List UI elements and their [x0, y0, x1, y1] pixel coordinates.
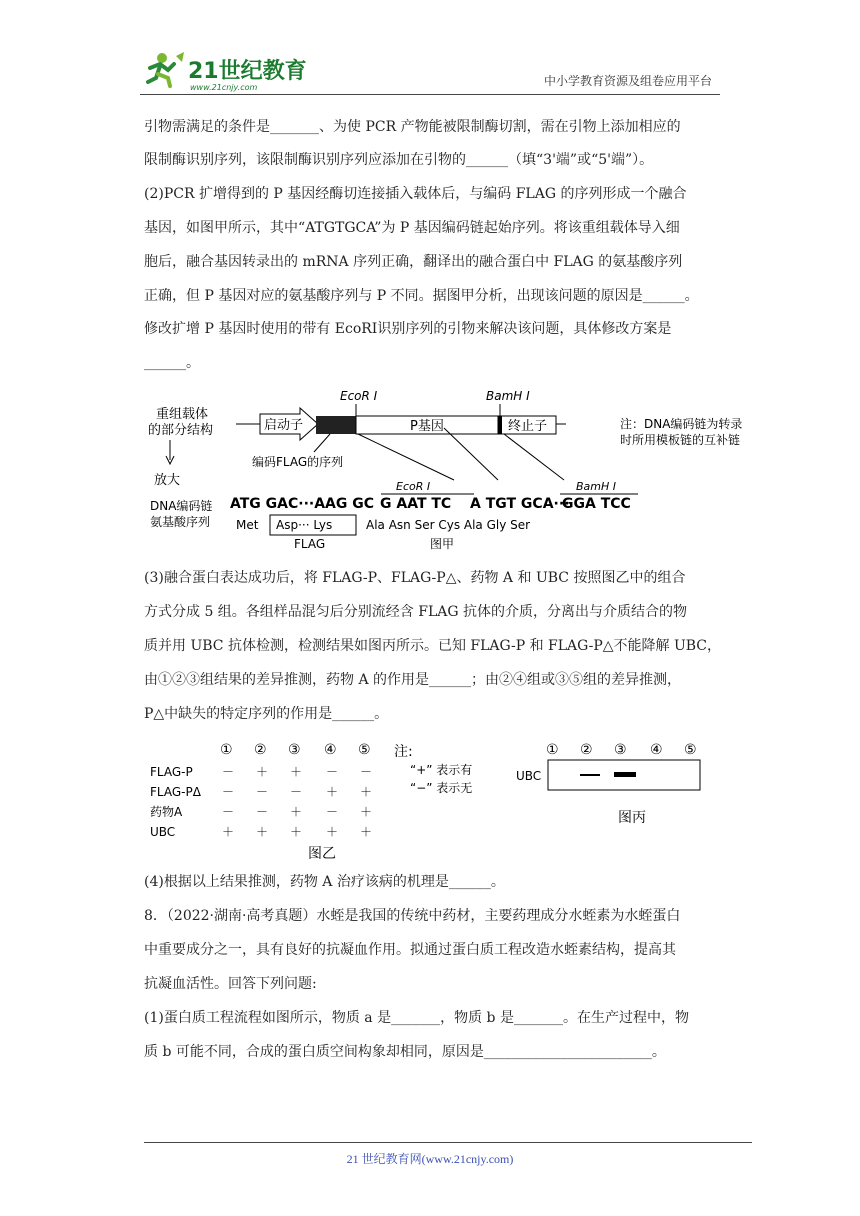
- figure-jia: [144, 384, 784, 554]
- text-line: 中重要成分之一，具有良好的抗凝血作用。拟通过蛋白质工程改造水蛭素结构，提高其: [144, 942, 676, 958]
- row-label: FLAG-P: [150, 765, 193, 779]
- ecori-seq: G AAT TC: [380, 496, 452, 512]
- svg-text:＋: ＋: [289, 765, 303, 779]
- svg-text:＋: ＋: [325, 785, 339, 799]
- vector-label: 的部分结构: [148, 423, 214, 438]
- group-number: ⑤: [684, 742, 697, 758]
- text-line: P△中缺失的特定序列的作用是______。: [144, 706, 389, 722]
- terminator-label: 终止子: [508, 419, 548, 434]
- svg-text:＋: ＋: [289, 825, 303, 839]
- svg-text:－: －: [325, 765, 339, 779]
- logo-text: 21世纪教育: [188, 59, 307, 84]
- svg-text:－: －: [255, 785, 269, 799]
- svg-text:＋: ＋: [221, 825, 235, 839]
- blot-band: [614, 772, 636, 777]
- site-name: 中小学教育资源及组卷应用平台: [543, 74, 712, 88]
- bamhi-seq: GGA TCC: [562, 496, 631, 512]
- flag-block: [316, 416, 356, 434]
- text-line: (3)融合蛋白表达成功后，将 FLAG-P、FLAG-P△、药物 A 和 UBC 按照图乙中的组合: [144, 570, 686, 586]
- svg-text:＋: ＋: [359, 825, 373, 839]
- svg-text:－: －: [359, 765, 373, 779]
- note-minus: “−” 表示无: [410, 781, 473, 795]
- text-line: 胞后，融合基因转录出的 mRNA 序列正确，翻译出的融合蛋白中 FLAG 的氨基酸序列: [144, 254, 683, 270]
- group-number: ④: [650, 742, 663, 758]
- aa-seq-label: 氨基酸序列: [150, 515, 211, 529]
- group-number: ⑤: [358, 742, 371, 758]
- svg-text:－: －: [221, 785, 235, 799]
- figure-caption: 图甲: [430, 537, 455, 551]
- aa-flag: Asp··· Lys: [276, 518, 333, 532]
- blot-row-label: UBC: [516, 769, 542, 783]
- text-line: (2)PCR 扩增得到的 P 基因经酶切连接插入载体后，与编码 FLAG 的序列形成一个融合: [144, 186, 687, 202]
- note-plus: “+” 表示有: [410, 763, 473, 777]
- svg-text:＋: ＋: [255, 825, 269, 839]
- group-number: ①: [546, 742, 559, 758]
- svg-text:＋: ＋: [255, 765, 269, 779]
- figure-caption: 图丙: [618, 810, 646, 826]
- text-line: 基因，如图甲所示，其中“ATGTGCA”为 P 基因编码链起始序列。将该重组载体导入细: [144, 220, 680, 236]
- vector-label: 重组载体: [156, 407, 209, 422]
- bamhi-site-label: BamH I: [576, 480, 617, 493]
- text-line: (4)根据以上结果推测，药物 A 治疗该病的机理是______。: [144, 874, 505, 890]
- text-line: 修改扩增 P 基因时使用的带有 EcoRⅠ识别序列的引物来解决该问题，具体修改方案是: [144, 321, 672, 337]
- svg-text:＋: ＋: [359, 805, 373, 819]
- row-label: FLAG-PΔ: [150, 785, 201, 799]
- group-number: ③: [288, 742, 301, 758]
- p-gene-label: P基因: [410, 419, 444, 434]
- group-number: ②: [254, 742, 267, 758]
- note-title: 注:: [394, 744, 413, 760]
- svg-text:－: －: [255, 805, 269, 819]
- text-line: 由①②③组结果的差异推测，药物 A 的作用是______；由②④组或③⑤组的差异推测，: [144, 672, 682, 688]
- text-line: 限制酶识别序列，该限制酶识别序列应添加在引物的______（填“3'端”或“5'端”）。: [144, 152, 654, 168]
- bamhi-label: BamH I: [486, 389, 530, 403]
- text-line: 抗凝血活性。回答下列问题:: [144, 976, 317, 992]
- zoom-label: 放大: [154, 473, 181, 488]
- text-line: 质并用 UBC 抗体检测，检测结果如图丙所示。已知 FLAG-P 和 FLAG-P△不能降解 UBC，: [144, 638, 722, 654]
- group-number: ④: [324, 742, 337, 758]
- group-number: ③: [614, 742, 627, 758]
- figure-bing: [516, 736, 716, 836]
- site-logo: [140, 46, 320, 94]
- note-line: 注：DNA编码链为转录: [620, 417, 743, 431]
- note-line: 时所用模板链的互补链: [620, 433, 741, 447]
- group-number: ①: [220, 742, 233, 758]
- runner-icon: [148, 52, 184, 86]
- dna-strand-label: DNA编码链: [150, 499, 213, 513]
- svg-text:－: －: [221, 765, 235, 779]
- group-number: ②: [580, 742, 593, 758]
- blot-band: [580, 774, 600, 776]
- svg-text:＋: ＋: [359, 785, 373, 799]
- aa-met: Met: [236, 518, 259, 532]
- text-line: 方式分成 5 组。各组样品混匀后分别流经含 FLAG 抗体的介质，分离出与介质结合的物: [144, 604, 688, 620]
- flag-seq-label: 编码FLAG的序列: [252, 455, 344, 469]
- figure-yi: [148, 736, 508, 866]
- header-divider: [140, 94, 720, 95]
- svg-text:－: －: [325, 805, 339, 819]
- text-line: (1)蛋白质工程流程如图所示，物质 a 是_______，物质 b 是_______。在生产过程中，物: [144, 1010, 689, 1026]
- logo-url: www.21cnjy.com: [190, 83, 258, 92]
- text-line: ______。: [144, 355, 200, 371]
- text-line: 质 b 可能不同，合成的蛋白质空间构象却相同，原因是________________________。: [144, 1044, 666, 1060]
- dna-seq-part: A TGT GCA···: [470, 496, 570, 512]
- promoter-label: 启动子: [264, 418, 304, 433]
- dna-seq-part: ATG GAC···AAG GC: [230, 496, 375, 512]
- ecori-site-label: EcoR I: [396, 480, 431, 493]
- text-line: 8．（2022·湖南·高考真题）水蛭是我国的传统中药材，主要药理成分水蛭素为水蛭蛋白: [144, 908, 681, 924]
- flag-caption: FLAG: [294, 537, 326, 551]
- aa-rest: Ala Asn Ser Cys Ala Gly Ser: [366, 518, 531, 532]
- row-label: UBC: [150, 825, 176, 839]
- text-line: 引物需满足的条件是_______、为使 PCR 产物能被限制酶切割，需在引物上添加相应的: [144, 119, 681, 135]
- svg-text:＋: ＋: [325, 825, 339, 839]
- figure-caption: 图乙: [308, 846, 336, 862]
- text-line: 正确，但 P 基因对应的氨基酸序列与 P 不同。据图甲分析，出现该问题的原因是______。: [144, 288, 699, 304]
- row-label: 药物A: [150, 805, 183, 819]
- footer-divider: [144, 1142, 752, 1143]
- ecori-label: EcoR I: [340, 389, 378, 403]
- svg-text:－: －: [289, 785, 303, 799]
- svg-text:＋: ＋: [289, 805, 303, 819]
- footer-link[interactable]: 21 世纪教育网(www.21cnjy.com): [346, 1152, 514, 1166]
- svg-text:－: －: [221, 805, 235, 819]
